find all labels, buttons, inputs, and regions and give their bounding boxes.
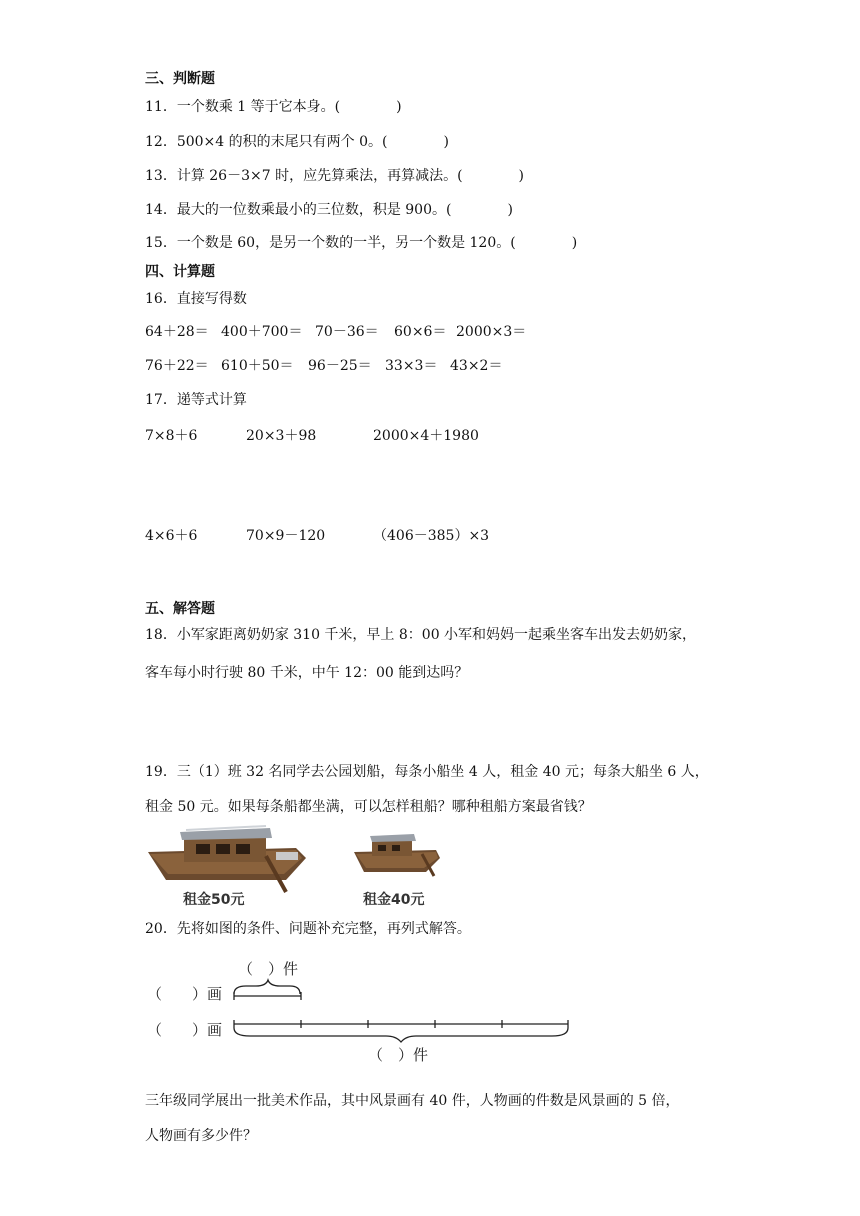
big-boat-price: 租金50元: [183, 892, 245, 908]
calc-17-3: 2000×4＋1980: [373, 428, 479, 444]
question-15: 15．一个数是 60，是另一个数的一半，另一个数是 120。( ): [145, 235, 578, 251]
landscape-row-label: （ ）画: [147, 985, 223, 1003]
question-19-line1: 19．三（1）班 32 名同学去公园划船，每条小船坐 4 人，租金 40 元；每条大船坐 6 人，: [145, 764, 709, 780]
calc-16-8: 96－25＝: [308, 358, 372, 374]
bottom-brace: [234, 1028, 568, 1042]
line-segment-diagram: [226, 976, 576, 1044]
calc-16-2: 400＋700＝: [221, 324, 303, 340]
calc-17-5: 70×9－120: [246, 528, 326, 544]
question-20-text-line2: 人物画有多少件？: [145, 1128, 257, 1144]
calc-16-1: 64＋28＝: [145, 324, 209, 340]
question-17-title: 17．递等式计算: [145, 392, 247, 408]
question-18-line2: 客车每小时行驶 80 千米，中午 12：00 能到达吗？: [145, 665, 469, 681]
calc-17-6: （406－385）×3: [373, 528, 490, 544]
bottom-brace-label: （ ）件: [368, 1046, 429, 1064]
section-heading-calc: 四、计算题: [145, 264, 215, 280]
calc-16-6: 76＋22＝: [145, 358, 209, 374]
question-14: 14．最大的一位数乘最小的三位数，积是 900。( ): [145, 202, 513, 218]
section-heading-solve: 五、解答题: [145, 601, 215, 617]
question-16-title: 16．直接写得数: [145, 291, 247, 307]
small-boat-price: 租金40元: [363, 892, 425, 908]
question-13: 13．计算 26－3×7 时，应先算乘法，再算减法。( ): [145, 168, 524, 184]
calc-16-10: 43×2＝: [450, 358, 503, 374]
question-18-line1: 18．小军家距离奶奶家 310 千米，早上 8：00 小军和妈妈一起乘坐客车出发去奶奶家，: [145, 627, 697, 643]
calc-17-1: 7×8＋6: [145, 428, 198, 444]
calc-16-4: 60×6＝: [394, 324, 447, 340]
question-12: 12．500×4 的积的末尾只有两个 0。( ): [145, 134, 449, 150]
portrait-row-label: （ ）画: [147, 1021, 223, 1039]
calc-17-2: 20×3＋98: [246, 428, 317, 444]
calc-16-9: 33×3＝: [385, 358, 438, 374]
calc-16-3: 70－36＝: [315, 324, 379, 340]
question-20-title: 20．先将如图的条件、问题补充完整，再列式解答。: [145, 921, 471, 937]
question-19-line2: 租金 50 元。如果每条船都坐满，可以怎样租船？哪种租船方案最省钱？: [145, 799, 592, 815]
landscape-segment: [226, 988, 316, 1002]
calc-16-7: 610＋50＝: [221, 358, 294, 374]
calc-16-5: 2000×3＝: [456, 324, 527, 340]
question-20-text-line1: 三年级同学展出一批美术作品，其中风景画有 40 件，人物画的件数是风景画的 5 倍，: [145, 1093, 680, 1109]
big-boat-image: [146, 822, 308, 896]
top-brace-label: （ ）件: [238, 960, 299, 978]
small-boat-image: [352, 828, 442, 880]
question-11: 11．一个数乘 1 等于它本身。( ): [145, 99, 402, 115]
section-heading-judge: 三、判断题: [145, 71, 215, 87]
calc-17-4: 4×6＋6: [145, 528, 198, 544]
